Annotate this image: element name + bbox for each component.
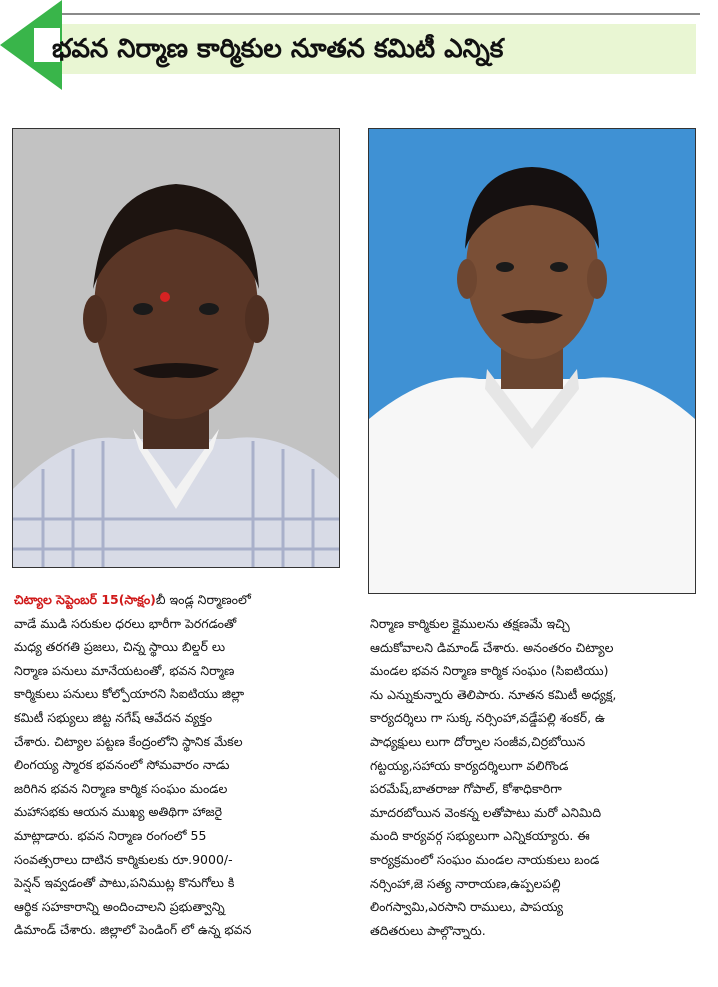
article-line: లింగయ్య స్మారక భవనంలో సోమవారం నాడు (14, 757, 230, 773)
top-rule (60, 13, 700, 15)
article-line: ను ఎన్నుకున్నారు తెలిపారు. నూతన కమిటీ అధ్యక్ష, (370, 686, 617, 702)
article-line: కార్యక్రమంలో సంఘం మండల నాయకులు బండ (370, 851, 600, 867)
article-line: లింగస్వామి,ఎరసాని రాములు, పాపయ్య (370, 899, 564, 915)
article-line: మాట్లాడారు. భవన నిర్మాణ రంగంలో 55 (14, 827, 207, 843)
portrait-photo-right (368, 128, 696, 594)
article-line: మహాసభకు ఆయన ముఖ్య అతిథిగా హాజరై (14, 804, 223, 820)
article-line: నిర్మాణ కార్మికుల క్లైములను తక్షణమే ఇచ్చి (370, 616, 570, 631)
article-line: జరిగిన భవన నిర్మాణ కార్మిక సంఘం మండల (14, 780, 228, 796)
article-line: నర్సింహా,జె సత్య నారాయణ,ఉప్పలపల్లి (370, 875, 561, 891)
article-line: ఆర్థిక సహకారాన్ని అందించాలని ప్రభుత్వాన్ని (14, 898, 225, 914)
article-line: మధ్య తరగతి ప్రజలు, చిన్న స్థాయి బిల్డర్ లు (14, 639, 226, 655)
article-line-1: చిట్యాల సెప్టెంబర్ 15(సాక్షం)బీ ఇండ్ల నిర్మాణంలో (14, 592, 251, 607)
article-line: డిమాండ్ చేశారు. జిల్లాలో పెండింగ్ లో ఉన్న భవన (14, 922, 252, 938)
article-line: సంవత్సరాలు దాటిన కార్మికులకు రూ.9000/- (14, 851, 233, 867)
article-column-right (370, 612, 698, 942)
article-column-left (14, 588, 342, 942)
article-line: మాదరబోయిన వెంకన్న లతోపాటు మరో ఎనిమిది (370, 804, 602, 820)
dateline: చిట్యాల సెప్టెంబర్ 15(సాక్షం) (14, 592, 156, 607)
article-line: మంది కార్యవర్గ సభ్యులుగా ఎన్నికయ్యారు. ఈ (370, 828, 590, 844)
article-line: గట్టయ్య,సహాయ కార్యదర్శిలుగా వలిగొండ (370, 757, 569, 773)
article-line: చేశారు. చిట్యాల పట్టణ కేంద్రంలోని స్థానిక మేకల (14, 733, 243, 749)
article-line: పరమేష్,బాతరాజు గోపాల్, కోశాధికారిగా (370, 781, 562, 797)
headline: భవన నిర్మాణ కార్మికుల నూతన కమిటీ ఎన్నిక (52, 34, 504, 64)
article-line: వాడే ముడి సరుకుల ధరలు భారీగా పెరగడంతో (14, 615, 237, 631)
article-line: తదితరులు పాల్గొన్నారు. (370, 922, 486, 938)
article-line: ఆదుకోవాలని డిమాండ్ చేశారు. అనంతరం చిట్యాల (370, 639, 614, 655)
article-line: నిర్మాణ పనులు మానేయటంతో, భవన నిర్మాణ (14, 662, 235, 678)
article-line: మండల భవన నిర్మాణ కార్మిక సంఘం (సిఐటియు) (370, 663, 609, 679)
article-line: కార్మికులు పనులు కోల్పోయారని సిఐటియు జిల్లా (14, 686, 245, 702)
article-line: పాధ్యక్షులు లుగా దోర్నాల సంజీవ,చిర్రబోయిన (370, 733, 586, 749)
portrait-photo-left (12, 128, 340, 568)
article-line: పెన్షన్ ఇవ్వడంతో పాటు,పనిముట్ల కొనుగోలు కి (14, 875, 235, 891)
article-line: కమిటీ సభ్యులు జిట్ట నగేష్ ఆవేదన వ్యక్తం (14, 709, 213, 725)
article-line: కార్యదర్శిలు గా సుక్క నర్సింహా,వడ్డేపల్లి శంకర్, ఉ (370, 710, 606, 726)
